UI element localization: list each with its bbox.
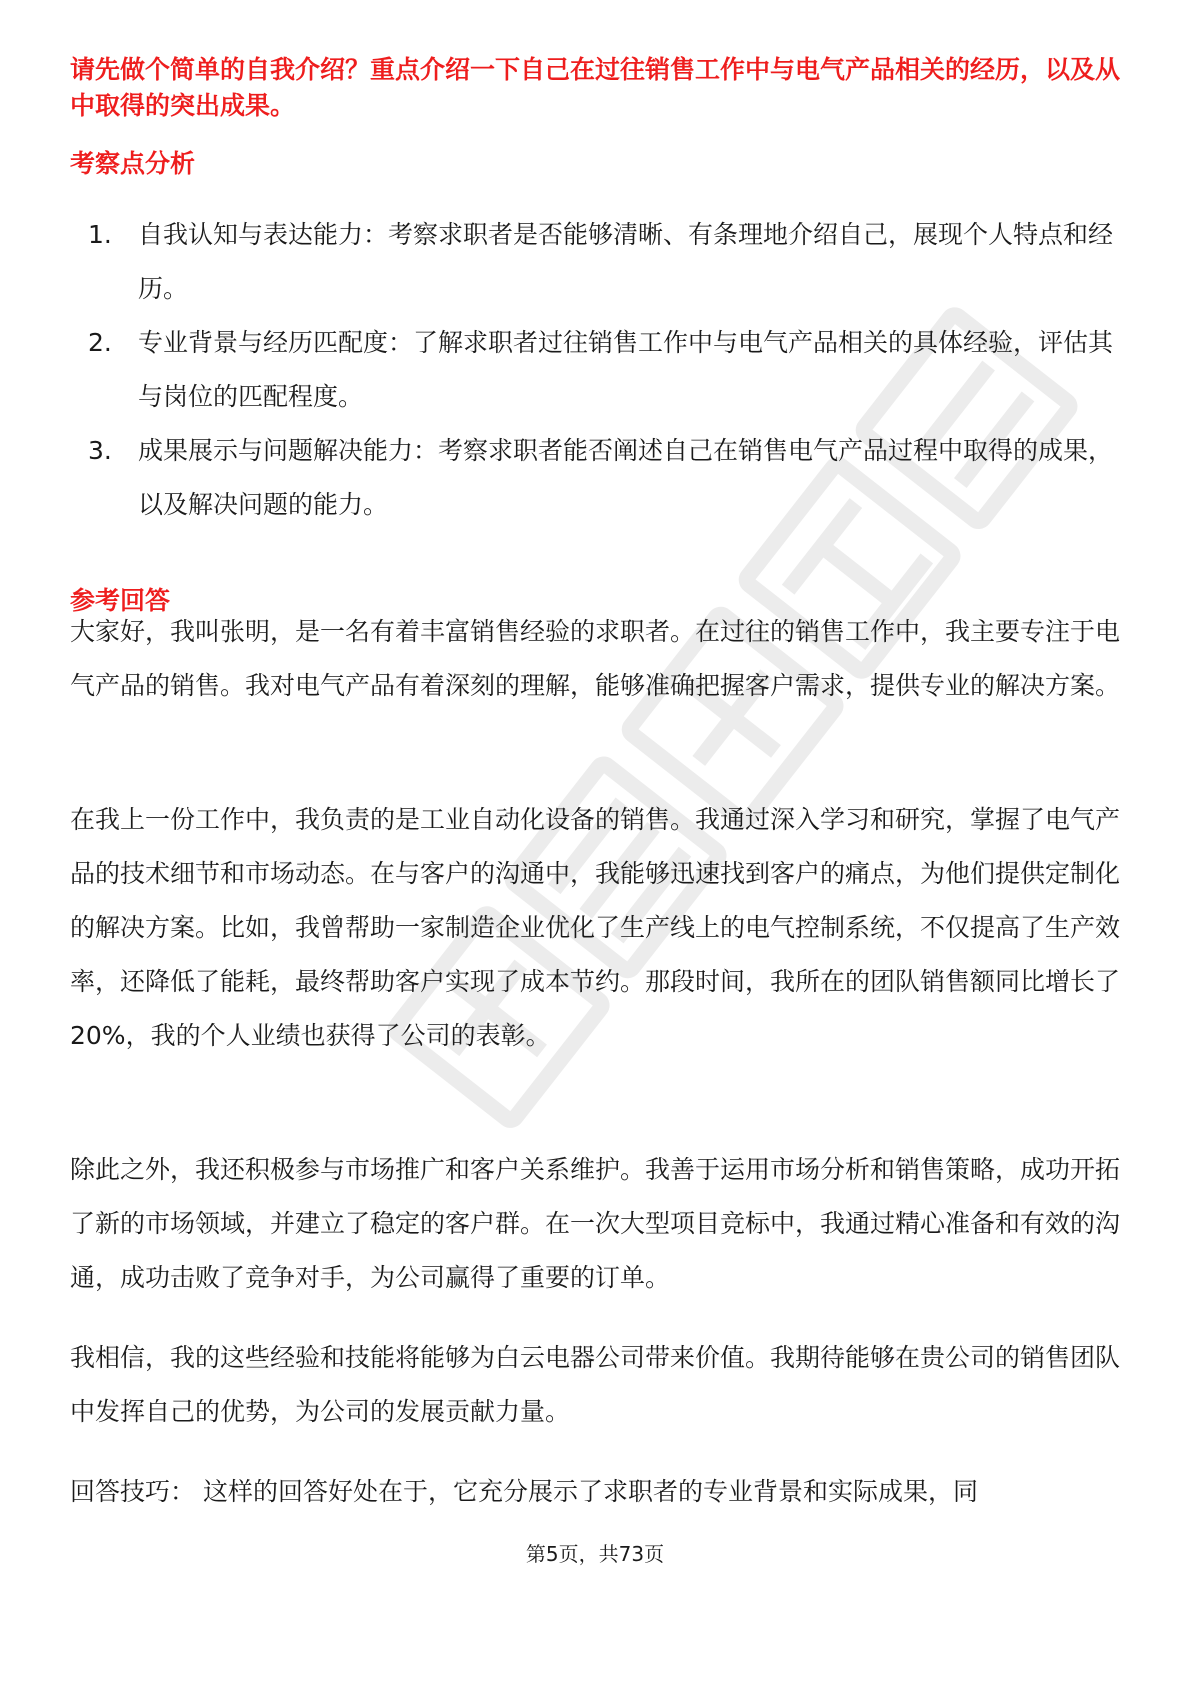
page-number-footer: 第5页，共73页 <box>525 1542 665 1566</box>
answer-tips-paragraph: 回答技巧： 这样的回答好处在于，它充分展示了求职者的专业背景和实际成果，同 <box>70 1477 978 1506</box>
answer-heading: 参考回答 <box>70 586 171 615</box>
point-text: 自我认知与表达能力：考察求职者是否能够清晰、有条理地介绍自己，展现个人特点和经历。 <box>138 220 1114 303</box>
answer-paragraph-4: 我相信，我的这些经验和技能将能够为白云电器公司带来价值。我期待能够在贵公司的销售团队中发挥自己的优势，为公司的发展贡献力量。 <box>70 1343 1121 1426</box>
analysis-point-2 <box>70 316 1120 424</box>
analysis-heading: 考察点分析 <box>70 149 196 178</box>
answer-paragraph-2: 在我上一份工作中，我负责的是工业自动化设备的销售。我通过深入学习和研究，掌握了电气产品的技术细节和市场动态。在与客户的沟通中，我能够迅速找到客户的痛点，为他们提供定制化的解决方案。比如，我曾帮助一家制造企业优化了生产线上的电气控制系统，不仅提高了生产效率，还降低了能耗，最终帮助客户实现了成本节约。那段时间，我所在的团队销售额同比增长了20%，我的个人业绩也获得了公司的表彰。 <box>70 805 1121 1050</box>
point-number: 2. <box>88 328 112 357</box>
point-text: 专业背景与经历匹配度：了解求职者过往销售工作中与电气产品相关的具体经验，评估其与岗位的匹配程度。 <box>138 328 1114 411</box>
answer-paragraph-1: 大家好，我叫张明，是一名有着丰富销售经验的求职者。在过往的销售工作中，我主要专注于电气产品的销售。我对电气产品有着深刻的理解，能够准确把握客户需求，提供专业的解决方案。 <box>70 617 1121 700</box>
point-number: 3. <box>88 436 112 465</box>
answer-paragraph-3: 除此之外，我还积极参与市场推广和客户关系维护。我善于运用市场分析和销售策略，成功开拓了新的市场领域，并建立了稳定的客户群。在一次大型项目竞标中，我通过精心准备和有效的沟通，成功击败了竞争对手，为公司赢得了重要的订单。 <box>70 1155 1121 1292</box>
analysis-point-3 <box>70 424 1120 532</box>
analysis-points-list <box>70 208 1120 532</box>
point-number: 1. <box>88 220 112 249</box>
point-text: 成果展示与问题解决能力：考察求职者能否阐述自己在销售电气产品过程中取得的成果，以及解决问题的能力。 <box>138 436 1114 519</box>
analysis-point-1 <box>70 208 1120 316</box>
interview-question: 请先做个简单的自我介绍？重点介绍一下自己在过往销售工作中与电气产品相关的经历，以及从中取得的突出成果。 <box>70 55 1121 120</box>
